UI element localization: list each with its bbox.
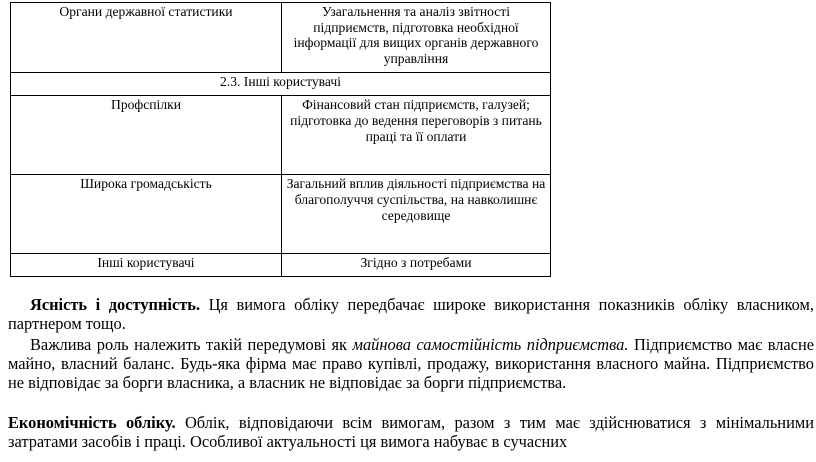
table-row xyxy=(11,96,551,175)
table-cell-info: Загальний вплив діяльності підприємства на благополуччя суспільства, на навколишнє середовище xyxy=(282,175,551,254)
table-cell-user: Широка громадськість xyxy=(11,175,282,254)
table-cell-info: Фінансовий стан підприємств, галузей; підготовка до ведення переговорів з питань праці та її оплати xyxy=(282,96,551,175)
table-row xyxy=(11,175,551,254)
paragraph-economy xyxy=(8,413,814,451)
table-cell-user: Профспілки xyxy=(11,96,282,175)
table-cell-info: Згідно з потребами xyxy=(282,254,551,277)
paragraph-clarity xyxy=(8,295,814,333)
paragraph-lead: Важлива роль належить такій передумові як xyxy=(30,335,353,354)
users-info-table xyxy=(10,2,551,277)
table-cell-user: Органи державної статистики xyxy=(11,3,282,73)
table-row xyxy=(11,254,551,277)
table-section-row xyxy=(11,73,551,96)
paragraph-text: Облік, відповідаючи всім вимогам, разом з тим має здійснюватися з мінімальними затратами засобів і праці. Особливої актуальності ця вимога набуває в сучасних xyxy=(8,413,814,451)
table-cell-user: Інші користувачі xyxy=(11,254,282,277)
table-section-title: 2.3. Інші користувачі xyxy=(11,73,551,96)
emphasis-independence: майнова самостійність підприємства. xyxy=(352,335,629,354)
table-row xyxy=(11,3,551,73)
paragraph-independence xyxy=(8,335,814,392)
term-clarity: Ясність і доступність. xyxy=(30,295,201,314)
table-cell-info: Узагальнення та аналіз звітності підприємств, підготовка необхідної інформації для вищих органів державного управління xyxy=(282,3,551,73)
paragraph-text: Ця вимога обліку передбачає широке використання показників обліку власником, партнером тощо. xyxy=(8,295,814,333)
paragraph-text: Підприємство має власне майно, власний баланс. Будь-яка фірма має право купівлі, продажу, використання власного майна. Підприємство не відповідає за борги власника, а власник не відповідає за борги підприємства. xyxy=(8,335,814,392)
term-economy: Економічність обліку. xyxy=(8,413,176,432)
